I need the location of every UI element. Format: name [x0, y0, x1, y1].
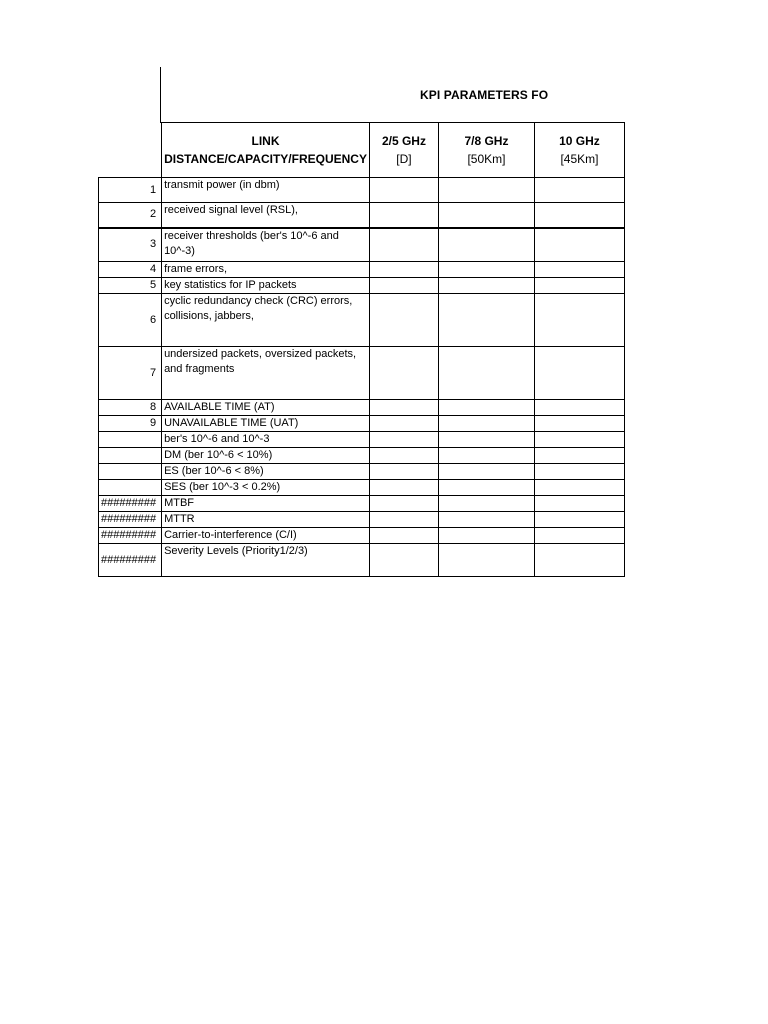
value-cell[interactable]: [438, 294, 534, 347]
row-number-cell[interactable]: [99, 432, 162, 448]
row-number-cell[interactable]: [99, 480, 162, 496]
value-cell[interactable]: [438, 512, 534, 528]
row-number-cell[interactable]: #########: [99, 512, 162, 528]
parameter-cell[interactable]: cyclic redundancy check (CRC) errors, collisions, jabbers,: [162, 294, 370, 347]
parameter-cell[interactable]: UNAVAILABLE TIME (UAT): [162, 416, 370, 432]
value-cell[interactable]: [438, 496, 534, 512]
sheet-title: KPI PARAMETERS FO: [420, 88, 549, 102]
parameter-cell[interactable]: AVAILABLE TIME (AT): [162, 400, 370, 416]
value-cell[interactable]: [438, 480, 534, 496]
freq-label: 10 GHz: [559, 134, 600, 148]
parameter-cell[interactable]: DM (ber 10^-6 < 10%): [162, 448, 370, 464]
table-row: [99, 464, 625, 480]
value-cell[interactable]: [369, 228, 438, 262]
parameter-cell[interactable]: SES (ber 10^-3 < 0.2%): [162, 480, 370, 496]
table-row: [99, 178, 625, 203]
value-cell[interactable]: [369, 464, 438, 480]
value-cell[interactable]: [534, 496, 624, 512]
value-cell[interactable]: [534, 400, 624, 416]
value-cell[interactable]: [369, 496, 438, 512]
value-cell[interactable]: [534, 347, 624, 400]
row-number-cell[interactable]: [99, 448, 162, 464]
value-cell[interactable]: [369, 544, 438, 577]
table-row: [99, 228, 625, 262]
table-row: [99, 528, 625, 544]
value-cell[interactable]: [534, 262, 624, 278]
column-divider-line: [160, 67, 161, 123]
header-freq-cell: [438, 123, 534, 178]
value-cell[interactable]: [369, 203, 438, 228]
kpi-table: [98, 122, 625, 577]
value-cell[interactable]: [438, 203, 534, 228]
table-row: [99, 544, 625, 577]
value-cell[interactable]: [369, 512, 438, 528]
value-cell[interactable]: [438, 448, 534, 464]
row-number-cell[interactable]: 6: [99, 294, 162, 347]
table-row: [99, 512, 625, 528]
row-number-cell[interactable]: #########: [99, 528, 162, 544]
kpi-table-body: [99, 178, 625, 577]
row-number-cell[interactable]: [99, 464, 162, 480]
parameter-cell[interactable]: ES (ber 10^-6 < 8%): [162, 464, 370, 480]
row-number-cell[interactable]: #########: [99, 496, 162, 512]
row-number-cell[interactable]: 7: [99, 347, 162, 400]
value-cell[interactable]: [438, 528, 534, 544]
value-cell[interactable]: [369, 480, 438, 496]
value-cell[interactable]: [369, 432, 438, 448]
parameter-cell[interactable]: Severity Levels (Priority1/2/3): [162, 544, 370, 577]
value-cell[interactable]: [369, 178, 438, 203]
header-freq-cell: [369, 123, 438, 178]
header-parameter-cell: LINK DISTANCE/CAPACITY/FREQUENCY: [162, 123, 370, 178]
freq-label: 7/8 GHz: [464, 134, 509, 148]
row-number-cell[interactable]: 4: [99, 262, 162, 278]
parameter-cell[interactable]: transmit power (in dbm): [162, 178, 370, 203]
value-cell[interactable]: [369, 400, 438, 416]
distance-label: [50Km]: [467, 152, 506, 166]
value-cell[interactable]: [369, 278, 438, 294]
table-row: [99, 400, 625, 416]
parameter-cell[interactable]: ber's 10^-6 and 10^-3: [162, 432, 370, 448]
parameter-cell[interactable]: MTBF: [162, 496, 370, 512]
table-row: [99, 480, 625, 496]
row-number-cell[interactable]: 5: [99, 278, 162, 294]
parameter-cell[interactable]: receiver thresholds (ber's 10^-6 and 10^-3): [162, 228, 370, 262]
value-cell[interactable]: [534, 294, 624, 347]
value-cell[interactable]: [438, 347, 534, 400]
value-cell[interactable]: [369, 416, 438, 432]
header-row: [99, 123, 625, 178]
value-cell[interactable]: [534, 512, 624, 528]
value-cell[interactable]: [369, 528, 438, 544]
table-row: [99, 262, 625, 278]
distance-label: [D]: [396, 152, 412, 166]
value-cell[interactable]: [369, 347, 438, 400]
parameter-cell[interactable]: key statistics for IP packets: [162, 278, 370, 294]
value-cell[interactable]: [438, 262, 534, 278]
value-cell[interactable]: [534, 464, 624, 480]
table-row: [99, 203, 625, 228]
value-cell[interactable]: [438, 178, 534, 203]
header-blank-cell: [99, 123, 162, 178]
value-cell[interactable]: [534, 528, 624, 544]
table-row: [99, 432, 625, 448]
table-row: [99, 496, 625, 512]
value-cell[interactable]: [438, 416, 534, 432]
value-cell[interactable]: [534, 480, 624, 496]
value-cell[interactable]: [534, 416, 624, 432]
row-number-cell[interactable]: #########: [99, 544, 162, 577]
parameter-cell[interactable]: MTTR: [162, 512, 370, 528]
row-number-cell[interactable]: 2: [99, 203, 162, 228]
value-cell[interactable]: [534, 278, 624, 294]
distance-label: [45Km]: [560, 152, 599, 166]
parameter-cell[interactable]: frame errors,: [162, 262, 370, 278]
value-cell[interactable]: [369, 294, 438, 347]
table-row: [99, 416, 625, 432]
value-cell[interactable]: [438, 432, 534, 448]
parameter-cell[interactable]: undersized packets, oversized packets, and fragments: [162, 347, 370, 400]
freq-label: 2/5 GHz: [381, 134, 426, 148]
value-cell[interactable]: [534, 544, 624, 577]
row-number-cell[interactable]: 3: [99, 228, 162, 262]
value-cell[interactable]: [369, 448, 438, 464]
value-cell[interactable]: [438, 464, 534, 480]
value-cell[interactable]: [369, 262, 438, 278]
value-cell[interactable]: [534, 432, 624, 448]
table-row: [99, 448, 625, 464]
value-cell[interactable]: [438, 228, 534, 262]
value-cell[interactable]: [438, 544, 534, 577]
row-number-cell[interactable]: 9: [99, 416, 162, 432]
value-cell[interactable]: [534, 228, 624, 262]
row-number-cell[interactable]: 8: [99, 400, 162, 416]
header-freq-cell: [534, 123, 624, 178]
value-cell[interactable]: [534, 448, 624, 464]
parameter-cell[interactable]: Carrier-to-interference (C/I): [162, 528, 370, 544]
table-row: [99, 278, 625, 294]
value-cell[interactable]: [534, 203, 624, 228]
parameter-cell[interactable]: received signal level (RSL),: [162, 203, 370, 228]
value-cell[interactable]: [534, 178, 624, 203]
table-row: [99, 347, 625, 400]
table-row: [99, 294, 625, 347]
value-cell[interactable]: [438, 278, 534, 294]
row-number-cell[interactable]: 1: [99, 178, 162, 203]
value-cell[interactable]: [438, 400, 534, 416]
